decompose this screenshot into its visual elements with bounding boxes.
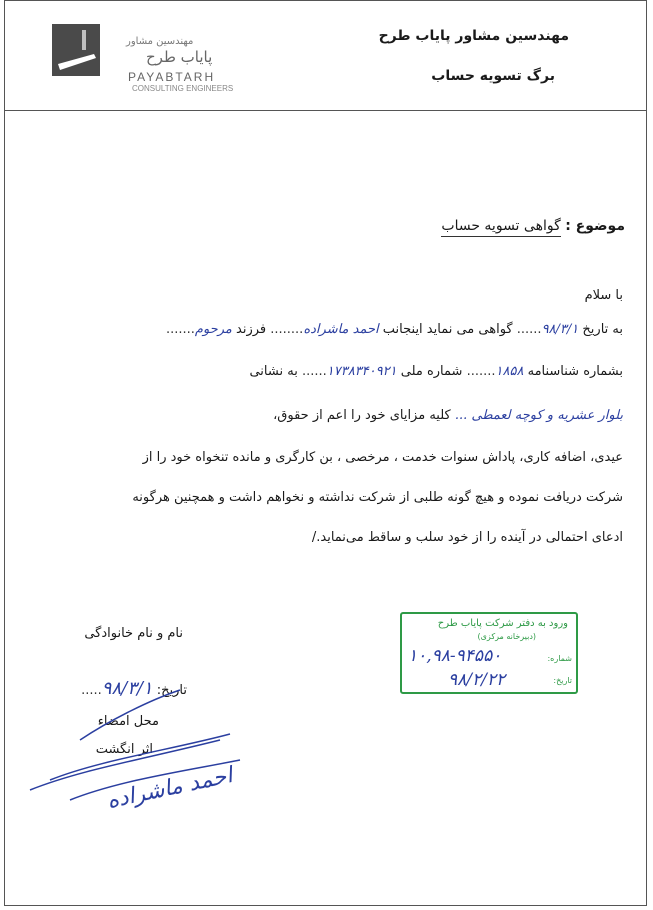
text-cert-no: بشماره شناسنامه — [527, 364, 623, 379]
signature-place-label: محل امضاء — [97, 714, 159, 729]
logo-text-fa: پایاب طرح — [146, 48, 213, 66]
body-line-5: شرکت دریافت نموده و هیچ گونه طلبی از شرکت نداشته و نخواهم داشت و همچنین هرگونه — [132, 490, 623, 505]
name-label: نام و نام خانوادگی — [84, 626, 183, 641]
company-name: مهندسین مشاور پایاب طرح — [378, 28, 569, 44]
form-title: برگ تسویه حساب — [431, 68, 555, 84]
handwritten-national-id: ۱۷۳۸۳۴۰۹۲۱ — [326, 364, 397, 379]
subject-line — [441, 218, 625, 234]
handwritten-cert-no: ۱۸۵۸ — [495, 364, 524, 379]
subject-value: گواهی تسویه حساب — [441, 218, 560, 237]
logo-subtext-en: CONSULTING ENGINEERS — [132, 84, 234, 93]
body-line-6: ادعای احتمالی در آینده را از خود سلب و ساقط می‌نماید./ — [311, 530, 623, 545]
text-benefits: کلیه مزایای خود را اعم از حقوق، — [273, 408, 451, 423]
subject-label: موضوع : — [565, 218, 625, 234]
fingerprint-label: اثر انگشت — [95, 742, 153, 757]
text-certify: گواهی می نماید اینجانب — [382, 322, 513, 337]
text-child-of: فرزند — [236, 322, 267, 337]
logo-mark — [52, 24, 100, 76]
stamp-number-label: شماره: — [547, 654, 572, 663]
body-line-4: عیدی، اضافه کاری، پاداش سنوات خدمت ، مرخصی ، بن کارگری و مانده تنخواه خود را از — [142, 450, 623, 465]
handwritten-address: بلوار عشریه و کوچه لعمطی ... — [454, 408, 623, 423]
stamp-title: ورود به دفتر شرکت پایاب طرح — [437, 618, 568, 629]
handwritten-name: احمد ماشراده — [303, 322, 379, 337]
date-row: تاریخ: ۹۸/۳/۱..... — [81, 678, 187, 699]
stamp-subtitle: (دبیرخانه مرکزی) — [477, 632, 536, 641]
date-label: تاریخ: — [156, 683, 187, 698]
text-national-id: شماره ملی — [400, 364, 463, 379]
body-line-3 — [273, 408, 623, 423]
stamp-date-label: تاریخ: — [553, 676, 572, 685]
text-address: به نشانی — [249, 364, 298, 379]
registration-stamp — [400, 612, 578, 694]
logo-text-en: PAYABTARH — [128, 70, 216, 84]
stamp-date-value: ۹۸/۲/۲۲ — [448, 670, 506, 690]
greeting: با سلام — [584, 288, 623, 303]
body-line-1: به تاریخ ۹۸/۳/۱...... گواهی می نماید اینجانب احمد ماشراده........ فرزند مرحوم....... — [165, 322, 623, 337]
handwritten-sign-date: ۹۸/۳/۱ — [101, 678, 153, 699]
handwritten-father: مرحوم — [194, 322, 232, 337]
logo-text-fa-small: مهندسین مشاور — [126, 36, 194, 47]
header-divider — [4, 110, 647, 111]
text-date-prefix: به تاریخ — [582, 322, 623, 337]
handwritten-date: ۹۸/۳/۱ — [541, 322, 579, 337]
stamp-number-value: ۱۰,۹۸-۹۴۵۵۰ — [408, 646, 502, 666]
body-line-2: بشماره شناسنامه ۱۸۵۸....... شماره ملی ۱۷۳۸۳۴۰۹۲۱...... به نشانی — [249, 364, 623, 379]
company-logo — [52, 24, 252, 104]
handwritten-signature-name: احمد ماشراده — [104, 763, 235, 814]
